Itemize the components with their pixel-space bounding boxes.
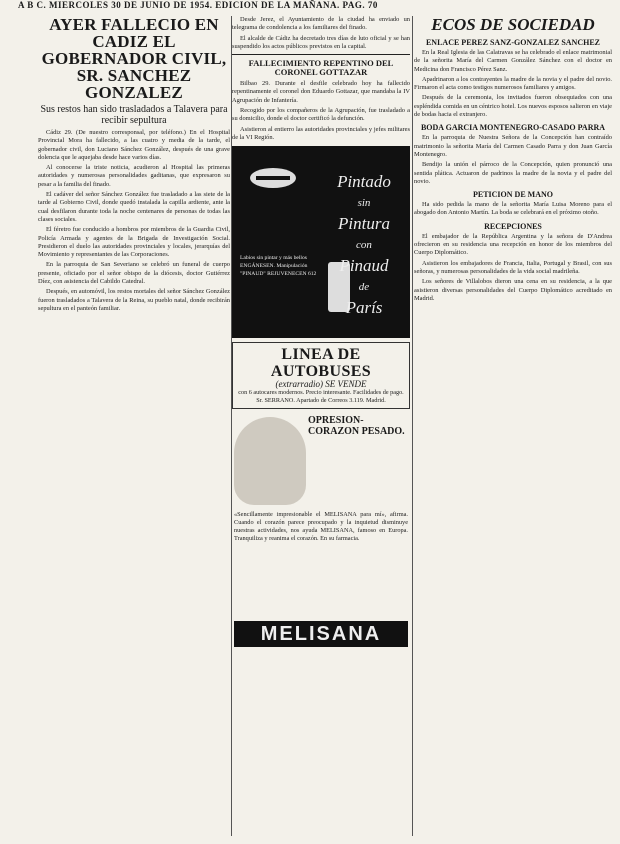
article-paragraph: Cádiz 29. (De nuestro corresponsal, por teléfono.) En el Hospital Provincial Mora ha fallecido, a las cuatro y media de la tarde, el gobernador civil, don Luciano Sánchez González, después de una grave dolencia que le aquejaba desde hace varios días. <box>38 129 230 161</box>
headline-gobernador: AYER FALLECIO EN CADIZ EL GOBERNADOR CIVIL, SR. SANCHEZ GONZALEZ <box>41 16 227 102</box>
lips-line <box>256 176 290 180</box>
headline-coronel: FALLECIMIENTO REPENTINO DEL CORONEL GOTTAZAR <box>248 58 394 78</box>
article-paragraph: El féretro fue conducido a hombros por miembros de la Guardia Civil, Policía Armada y agentes de la Brigada de Investigación Social. Presidieron el duelo las autoridades provinciales y locales, jerarquías del Movimiento y representantes de las Corporaciones. <box>38 226 230 259</box>
article-paragraph: Al conocerse la triste noticia, acudieron al Hospital las primeras autoridades y numerosas personalidades gaditanas, que expresaron su pesar a la familia del finado. <box>38 164 230 188</box>
article-paragraph: Ha sido pedida la mano de la señorita María Luisa Moreno para el abogado don Antonio Martín. La boda se celebrará en el próximo otoño. <box>414 201 612 217</box>
pinaud-brand-text <box>326 168 402 322</box>
brand-line: sin <box>357 197 371 210</box>
article-paragraph: Apadrinaron a los contrayentes la madre de la novia y el padre del novio. Firmaron el acta como testigos numerosos familiares y amigos. <box>414 75 612 92</box>
brand-line: de <box>358 281 370 294</box>
advertisement-autobuses <box>232 342 410 408</box>
brand-line: París <box>345 298 383 318</box>
article-paragraph: Asistieron los embajadores de Francia, Italia, Portugal y Brasil, con sus señoras, y numerosas personalidades de la vida social madrileña. <box>414 259 612 275</box>
advertisement-melisana <box>232 413 410 651</box>
page-header: A B C. MIERCOLES 30 DE JUNIO DE 1954. EDICION DE LA MAÑANA. PAG. 70 <box>18 0 378 10</box>
subheadline-boda: BODA GARCIA MONTENEGRO-CASADO PARRA <box>420 123 606 133</box>
article-paragraph: En la parroquia de Nuestra Señora de la Concepción han contraído matrimonio la señorita María del Carmen Casado Parra y don Juan García Montenegro. <box>414 134 612 158</box>
bus-ad-title: LINEA DE AUTOBUSES <box>270 346 372 381</box>
melisana-headline: OPRESION-CORAZON PESADO. <box>308 414 405 437</box>
portrait-image <box>234 417 306 505</box>
divider <box>232 54 410 55</box>
section-title-ecos: ECOS DE SOCIEDAD <box>431 16 595 34</box>
bus-ad-subtitle: (extrarradio) SE VENDE <box>275 379 367 390</box>
article-paragraph: Después, en automóvil, los restos mortales del señor Sánchez González fueron trasladados a Talavera de la Reina, su pueblo natal, donde recibirán sepultura en el panteón familiar. <box>38 288 230 312</box>
subheadline-recepciones: RECEPCIONES <box>484 221 542 231</box>
article-paragraph: En la Real Iglesia de las Calatravas se ha celebrado el enlace matrimonial de la señorita María del Carmen González Sánchez con el doctor en Medicina don Francisco Pérez Sanz. <box>414 49 612 73</box>
melisana-logo: MELISANA <box>234 621 408 647</box>
subheadline-enlace: ENLACE PEREZ SANZ-GONZALEZ SANCHEZ <box>425 38 601 47</box>
column-divider <box>412 16 413 836</box>
subheadline-peticion: PETICION DE MANO <box>472 190 553 200</box>
bus-ad-details: con 6 autocares modernos. Precio interesante. Facilidades de pago. Sr. SERRANO. Apartado de Correos 3.119. Madrid. <box>238 388 404 404</box>
article-paragraph: El cadáver del señor Sánchez González fue trasladado a las siete de la tarde al Gobierno Civil, donde quedó instalada la capilla ardiente, ante la cual desfilaron durante toda la noche centenares de personas de todas las clases sociales. <box>38 191 230 223</box>
column-right <box>414 16 612 838</box>
brand-line: Pintado <box>337 172 391 192</box>
article-paragraph: El embajador de la República Argentina y la señora de D'Andrea ofrecieron en su residencia una recepción en honor de los miembros del Cuerpo Diplomático. <box>414 232 612 257</box>
article-paragraph: Bilbao 29. Durante el desfile celebrado hoy ha fallecido repentinamente el coronel don Eduardo Gottazar, que mandaba la IV Agrupación de Infantería. <box>232 80 410 104</box>
brand-line: Pinaud <box>339 256 389 276</box>
pinaud-ad-text: Labios sin pintar y más bellos ENGÁNESEN. Manipulación "PINAUD" REJUVENECEN 612 <box>240 255 317 278</box>
column-left <box>38 16 230 838</box>
article-paragraph: Desde Jerez, el Ayuntamiento de la ciudad ha enviado un telegrama de condolencia a los familiares del finado. <box>232 16 410 32</box>
article-paragraph: El alcalde de Cádiz ha decretado tres días de luto oficial y se han suspendido los actos públicos previstos en la capital. <box>232 34 410 50</box>
column-middle <box>232 16 410 838</box>
article-paragraph: Recogido por los compañeros de la Agrupación, fue trasladado a su domicilio, donde el doctor certificó la defunción. <box>232 107 410 123</box>
advertisement-pinaud <box>232 146 410 338</box>
article-paragraph: En la parroquia de San Severiano se celebró un funeral de cuerpo presente, oficiado por el señor obispo de la diócesis, doctor Gutiérrez Díez, con asistencia del Cabildo Catedral. <box>38 261 230 286</box>
article-paragraph: Bendijo la unión el párroco de la Concepción, quien pronunció una sentida plática. Actuaron de padrinos la madre de la novia y el padre del novio. <box>414 161 612 185</box>
brand-line: con <box>356 239 372 252</box>
brand-line: Pintura <box>338 214 390 234</box>
article-paragraph: Asistieron al entierro las autoridades provinciales y jefes militares de la VI Región. <box>232 125 410 141</box>
article-paragraph: Después de la ceremonia, los invitados fueron obsequiados con una espléndida comida en un céntrico hotel. Los nuevos esposos salieron en viaje de bodas hacia el extranjero. <box>414 94 612 119</box>
subheadline-gobernador: Sus restos han sido trasladados a Talavera para recibir sepultura <box>40 104 228 126</box>
article-paragraph: Los señores de Villalobos dieron una cena en su residencia, a la que asistieron diversas personalidades del Cuerpo Diplomático acreditado en Madrid. <box>414 278 612 302</box>
melisana-body: «Sencillamente impresionable el MELISANA para mí», afirma. Cuando el corazón parece preocupado y la inquietud disminuye nuestras actividades, nos ayuda MELISANA, famoso en Europa. Tranquiliza y reanima el corazón. En su farmacia. <box>234 510 408 542</box>
